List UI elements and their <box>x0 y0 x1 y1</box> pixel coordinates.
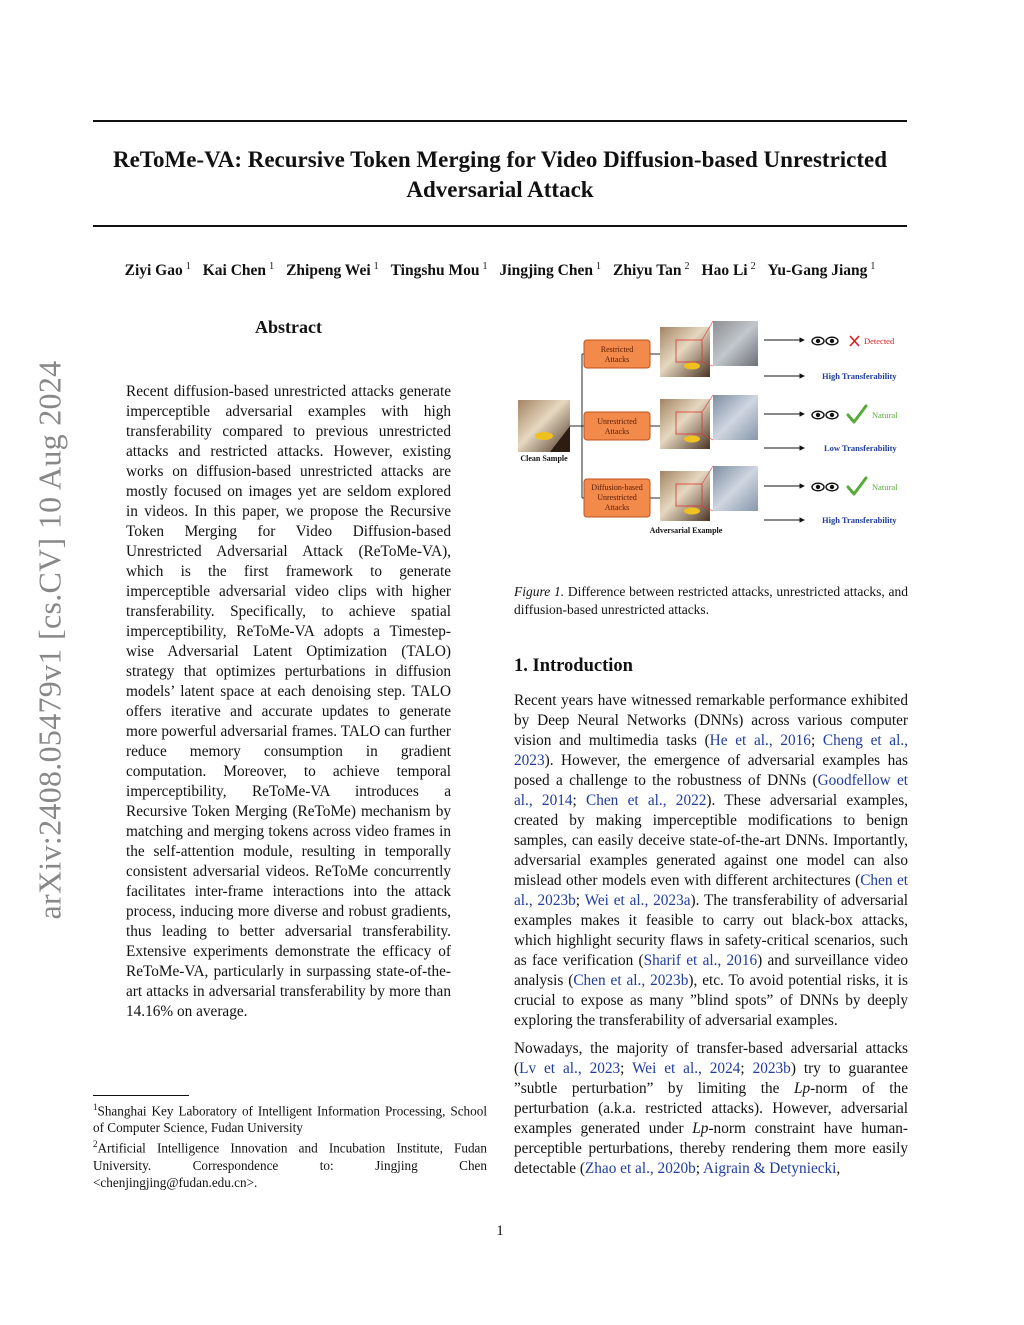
author-name: Zhiyu Tan $^2$ <box>612 261 690 280</box>
intro-paragraph-1: Recent years have witnessed remarkable performance exhibited by Deep Neural Networks (DNNs) across various computer vision and multimedia tasks (He et al., 2016; Cheng et al., 2023). However, the emergence of adversarial examples has posed a challenge to the robustness of DNNs (Goodfellow et al., 2014; Chen et al., 2022). These adversarial examples, created by making imperceptible modifications to benign samples, can easily deceive state-of-the-art DNNs. Importantly, adversarial examples generated against one model can also mislead other models even with different architectures (Chen et al., 2023b; Wei et al., 2023a). The transferability of adversarial examples makes it feasible to carry out black-box attacks, which highlight security flaws in safety-critical scenarios, such as face verification (Sharif et al., 2016) and surveillance video analysis (Chen et al., 2023b), etc. To avoid potential risks, it is crucial to expose as many ”blind spots” of DNNs by deeply exploring the transferability of adversarial examples. <box>514 692 909 1029</box>
title-rule-bottom <box>93 225 907 227</box>
intro-paragraph-2: Nowadays, the majority of transfer-based adversarial attacks (Lv et al., 2023; Wei et al., 2024; 2023b) try to guarantee ”subtle perturbation” by limiting the Lp-norm of the perturbation (a.k.a. restricted attacks). However, adversarial examples generated under Lp-norm constraint have human-perceptible perturbations, thereby rendering them more easily detectable (Zhao et al., 2020b; Aigrain & Detyniecki, <box>514 1040 909 1177</box>
svg-text:Attacks: Attacks <box>604 355 630 364</box>
clean-sample-image <box>518 400 570 452</box>
introduction-body <box>514 691 908 1187</box>
check-icon <box>848 406 866 422</box>
status-natural-1: Natural <box>872 410 898 420</box>
transferability-high-1: High Transferability <box>822 371 897 381</box>
author-name: Hao Li $^2$ <box>701 261 756 280</box>
svg-text:Restricted: Restricted <box>600 345 634 354</box>
author-name: Jingjing Chen $^1$ <box>499 261 601 280</box>
svg-text:Attacks: Attacks <box>604 503 630 512</box>
footnote-1: $^1$Shanghai Key Laboratory of Intelligent Information Processing, School of Computer Science, Fudan University <box>93 1102 487 1136</box>
transferability-high-2: High Transferability <box>822 515 897 525</box>
citation-link[interactable]: Chen et al., 2022 <box>586 792 707 809</box>
affiliation-mark: 1 <box>870 261 876 272</box>
arxiv-identifier-stamp: arXiv:2408.05479v1 [cs.CV] 10 Aug 2024 <box>31 360 68 920</box>
eyes-icon <box>812 337 838 345</box>
abstract-heading: Abstract <box>255 317 322 337</box>
svg-text:Unrestricted: Unrestricted <box>597 417 637 426</box>
status-detected: Detected <box>864 336 895 346</box>
caption-label: Figure 1. <box>514 584 565 599</box>
svg-text:Unrestricted: Unrestricted <box>597 493 637 502</box>
footnote-2: $^2$Artificial Intelligence Innovation and Incubation Institute, Fudan University. Correspondence to: Jingjing Chen <chenjingjing@fudan.edu.cn>. <box>93 1139 487 1190</box>
lp-norm-symbol: Lp <box>692 1120 709 1137</box>
diffusion-example-images <box>660 466 758 521</box>
transferability-low: Low Transferability <box>824 443 897 453</box>
citation-link[interactable]: He et al., 2016 <box>709 732 811 749</box>
author-name: Tingshu Mou $^1$ <box>390 261 488 280</box>
affiliation-mark: 1 <box>482 261 488 272</box>
citation-link[interactable]: Wei et al., 2023a <box>584 892 691 909</box>
author-name: Zhipeng Wei $^1$ <box>286 261 379 280</box>
affiliation-mark: 2 <box>684 261 690 272</box>
footnote-rule <box>93 1095 189 1096</box>
citation-link[interactable]: Cheng et al., 2023 <box>514 732 908 769</box>
cross-icon <box>850 336 859 346</box>
caption-text: Difference between restricted attacks, unrestricted attacks, and diffusion-based unrestricted attacks. <box>514 584 909 617</box>
citation-link[interactable]: 2023b <box>752 1060 791 1077</box>
unrestricted-attacks-box <box>584 412 650 440</box>
restricted-attacks-box <box>584 340 650 368</box>
citation-link[interactable]: Lv et al., 2023 <box>519 1060 621 1077</box>
attack-comparison-diagram <box>514 318 908 540</box>
affiliation-mark: 1 <box>373 261 379 272</box>
affiliation-footnotes <box>93 1099 487 1191</box>
citation-link[interactable]: Goodfellow et al., 2014 <box>514 772 909 809</box>
affiliation-mark: 1 <box>185 261 191 272</box>
title-line-1: ReToMe-VA: Recursive Token Merging for Video Diffusion-based Unrestricted <box>112 147 888 172</box>
figure-1 <box>514 318 908 540</box>
figure-caption <box>514 583 908 619</box>
citation-link[interactable]: Zhao et al., 2020b <box>584 1160 696 1177</box>
abstract-body: Recent diffusion-based unrestricted attacks generate imperceptible adversarial examples with high transferability compared to previous unrestricted attacks and restricted attacks. However, existing works on diffusion-based unrestricted attacks are mostly focused on images yet are seldom explored in videos. In this paper, we propose the Recursive Token Merging for Video Diffusion-based Unrestricted Adversarial Attack (ReToMe-VA), which is the first framework to generate imperceptible adversarial video clips with higher transferability. Specifically, to achieve spatial imperceptibility, ReToMe-VA adopts a Timestep-wise Adversarial Latent Optimization (TALO) strategy that optimizes perturbations in diffusion models’ latent space at each denoising step. TALO offers iterative and accurate updates to generate more powerful adversarial frames. TALO can further reduce memory consumption in gradient computation. Moreover, to achieve temporal imperceptibility, ReToMe-VA introduces a Recursive Token Merging (ReToMe) mechanism by matching and merging tokens across video frames in the self-attention module, resulting in temporally consistent adversarial videos. ReToMe concurrently facilitates inter-frame interactions into the attack process, inducing more diverse and robust gradients, thus leading to better adversarial transferability. Extensive experiments demonstrate the efficacy of ReToMe-VA, particularly in surpassing state-of-the-art attacks in adversarial transferability by more than 14.16% on average. <box>126 383 451 1020</box>
citation-link[interactable]: Sharif et al., 2016 <box>643 952 758 969</box>
author-name: Yu-Gang Jiang $^1$ <box>767 261 876 280</box>
page-number: 1 <box>496 1223 504 1239</box>
author-name: Kai Chen $^1$ <box>202 261 275 280</box>
eyes-icon <box>812 411 838 419</box>
affiliation-mark: 2 <box>750 261 756 272</box>
title-line-2: Adversarial Attack <box>406 177 594 202</box>
check-icon <box>848 478 866 494</box>
clean-sample-label: Clean Sample <box>520 454 568 463</box>
citation-link[interactable]: Chen et al., 2023b <box>573 972 689 989</box>
adversarial-example-label: Adversarial Example <box>649 526 723 535</box>
lp-norm-symbol: Lp <box>793 1080 811 1097</box>
section-heading: 1. Introduction <box>514 656 633 676</box>
svg-text:Diffusion-based: Diffusion-based <box>591 483 643 492</box>
unrestricted-example-images <box>660 395 758 449</box>
citation-link[interactable]: Chen et al., 2023b <box>514 872 908 909</box>
restricted-example-images <box>660 321 758 377</box>
affiliation-mark: 1 <box>269 261 275 272</box>
eyes-icon <box>812 483 838 491</box>
title-rule-top <box>93 120 907 122</box>
svg-text:Attacks: Attacks <box>604 427 630 436</box>
citation-link[interactable]: Aigrain & Detyniecki <box>703 1160 837 1177</box>
status-natural-2: Natural <box>872 482 898 492</box>
citation-link[interactable]: Wei et al., 2024 <box>632 1060 741 1077</box>
author-name: Ziyi Gao $^1$ <box>124 261 191 280</box>
result-arrows <box>764 340 804 520</box>
author-list <box>93 261 907 280</box>
affiliation-mark: 1 <box>595 261 601 272</box>
paper-title <box>93 145 907 205</box>
diffusion-attacks-box <box>584 479 650 517</box>
